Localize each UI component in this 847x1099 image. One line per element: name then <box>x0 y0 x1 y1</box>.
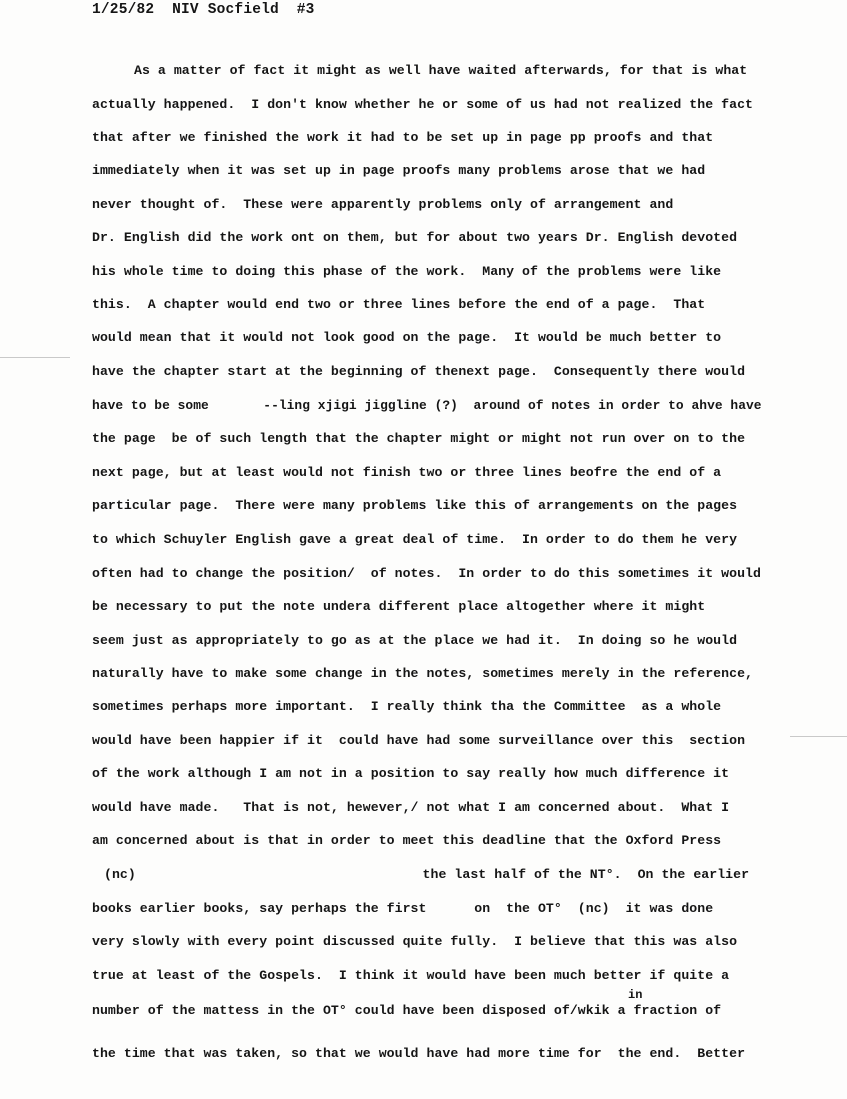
text-line: next page, but at least would not finish two or three lines beofre the end of a <box>92 465 722 480</box>
text-line: books earlier books, say perhaps the first on the OT° (nc) it was done <box>92 901 714 916</box>
text-line: be necessary to put the note undera different place altogether where it might <box>92 599 706 614</box>
text-line: Dr. English did the work ont on them, but for about two years Dr. English devoted <box>92 230 738 245</box>
scan-mark-right <box>790 736 847 737</box>
text-line: immediately when it was set up in page proofs many problems arose that we had <box>92 163 706 178</box>
text-line: have the chapter start at the beginning of thenext page. Consequently there would <box>92 364 746 379</box>
text-line: never thought of. These were apparently problems only of arrangement and <box>92 197 674 212</box>
text-line: of the work although I am not in a position to say really how much difference it <box>92 766 730 781</box>
text-line: have to be some --ling xjigi jiggline (?) around of notes in order to ahve have <box>92 398 762 413</box>
text-line: seem just as appropriately to go as at the place we had it. In doing so he would <box>92 633 738 648</box>
text-line: true at least of the Gospels. I think it would have been much better if quite a <box>92 968 730 983</box>
text-line: to which Schuyler English gave a great deal of time. In order to do them he very <box>92 532 738 547</box>
text-line: often had to change the position/ of notes. In order to do this sometimes it would <box>92 566 761 581</box>
text-line: particular page. There were many problems like this of arrangements on the pages <box>92 498 738 513</box>
page-header: 1/25/82 NIV Socfield #3 <box>92 2 315 18</box>
text-line: am concerned about is that in order to meet this deadline that the Oxford Press <box>92 833 722 848</box>
text-line: As a matter of fact it might as well have waited afterwards, for that is what <box>134 63 748 78</box>
text-line: sometimes perhaps more important. I really think tha the Committee as a whole <box>92 699 722 714</box>
text-line: very slowly with every point discussed quite fully. I believe that this was also <box>92 934 738 949</box>
text-line: the time that was taken, so that we would have had more time for the end. Better <box>92 1046 746 1061</box>
text-line: would have been happier if it could have had some surveillance over this section <box>92 733 746 748</box>
text-line: number of the mattess in the OT° could have been disposed of/wkik a fraction of <box>92 1003 722 1018</box>
text-line: would mean that it would not look good on the page. It would be much better to <box>92 330 722 345</box>
text-line: (nc) the last half of the NT°. On the earlier <box>104 867 750 882</box>
text-line: would have made. That is not, hewever,/ not what I am concerned about. What I <box>92 800 730 815</box>
text-line: this. A chapter would end two or three lines before the end of a page. That <box>92 297 706 312</box>
text-line: actually happened. I don't know whether he or some of us had not realized the fact <box>92 97 753 112</box>
text-line: the page be of such length that the chapter might or might not run over on to the <box>92 431 746 446</box>
text-line: his whole time to doing this phase of the work. Many of the problems were like <box>92 264 722 279</box>
text-line: naturally have to make some change in the notes, sometimes merely in the reference, <box>92 666 753 681</box>
scan-mark-left <box>0 357 70 358</box>
interlinear-note: in <box>628 988 643 1002</box>
text-line: that after we finished the work it had to be set up in page pp proofs and that <box>92 130 714 145</box>
